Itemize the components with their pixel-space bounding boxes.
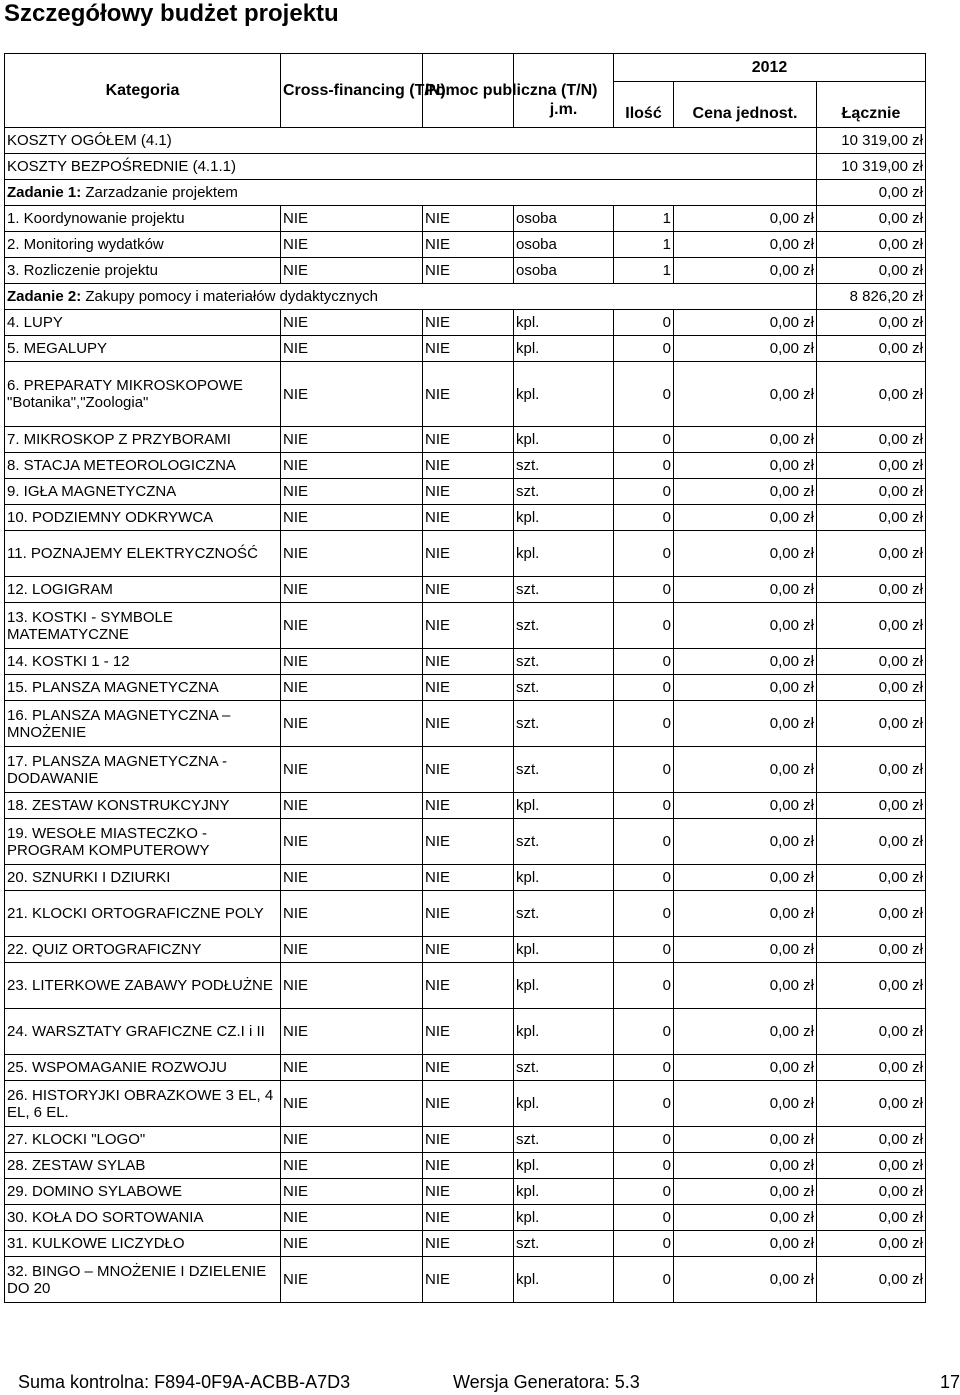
qty-value: 0 <box>614 577 674 603</box>
unit-value: szt. <box>514 819 614 865</box>
unit-price-value: 0,00 zł <box>674 427 817 453</box>
total-value: 0,00 zł <box>817 577 926 603</box>
summary-row-total <box>5 128 926 154</box>
table-row <box>5 793 926 819</box>
table-row <box>5 963 926 1009</box>
cross-financing-value: NIE <box>281 1205 423 1231</box>
public-aid-value: NIE <box>423 1127 514 1153</box>
qty-value: 0 <box>614 1055 674 1081</box>
unit-price-value: 0,00 zł <box>674 577 817 603</box>
item-name: 16. PLANSZA MAGNETYCZNA – MNOŻENIE <box>5 701 281 747</box>
task2-header-row <box>5 284 926 310</box>
page-title: Szczegółowy budżet projektu <box>4 0 339 27</box>
budget-table <box>4 53 926 1303</box>
cross-financing-value: NIE <box>281 362 423 427</box>
unit-value: szt. <box>514 891 614 937</box>
task2-label <box>5 284 817 310</box>
unit-value: kpl. <box>514 937 614 963</box>
public-aid-value: NIE <box>423 891 514 937</box>
qty-value: 0 <box>614 819 674 865</box>
table-row <box>5 505 926 531</box>
total-value: 0,00 zł <box>817 336 926 362</box>
item-name: 8. STACJA METEOROLOGICZNA <box>5 453 281 479</box>
table-row <box>5 649 926 675</box>
unit-value: szt. <box>514 479 614 505</box>
unit-price-value: 0,00 zł <box>674 531 817 577</box>
item-name: 29. DOMINO SYLABOWE <box>5 1179 281 1205</box>
unit-value: szt. <box>514 675 614 701</box>
qty-value: 0 <box>614 1153 674 1179</box>
qty-value: 0 <box>614 963 674 1009</box>
unit-price-value: 0,00 zł <box>674 649 817 675</box>
total-value: 0,00 zł <box>817 937 926 963</box>
item-name: 17. PLANSZA MAGNETYCZNA - DODAWANIE <box>5 747 281 793</box>
footer-generator-version: Wersja Generatora: 5.3 <box>453 1372 640 1392</box>
table-row <box>5 453 926 479</box>
cross-financing-value: NIE <box>281 258 423 284</box>
cross-financing-value: NIE <box>281 206 423 232</box>
table-row <box>5 258 926 284</box>
public-aid-value: NIE <box>423 258 514 284</box>
table-row <box>5 1081 926 1127</box>
public-aid-value: NIE <box>423 1055 514 1081</box>
public-aid-value: NIE <box>423 603 514 649</box>
table-row <box>5 1205 926 1231</box>
qty-value: 0 <box>614 865 674 891</box>
total-value: 0,00 zł <box>817 1153 926 1179</box>
item-name: 2. Monitoring wydatków <box>5 232 281 258</box>
total-value: 0,00 zł <box>817 1179 926 1205</box>
qty-value: 0 <box>614 603 674 649</box>
task1-label-rest: Zarzadzanie projektem <box>81 184 238 201</box>
cross-financing-value: NIE <box>281 453 423 479</box>
cross-financing-value: NIE <box>281 701 423 747</box>
unit-value: kpl. <box>514 1205 614 1231</box>
cross-financing-value: NIE <box>281 649 423 675</box>
cross-financing-value: NIE <box>281 310 423 336</box>
total-value: 0,00 zł <box>817 362 926 427</box>
public-aid-value: NIE <box>423 1179 514 1205</box>
summary-row-direct <box>5 154 926 180</box>
cross-financing-value: NIE <box>281 865 423 891</box>
unit-price-value: 0,00 zł <box>674 336 817 362</box>
total-value: 0,00 zł <box>817 1081 926 1127</box>
unit-value: kpl. <box>514 1009 614 1055</box>
total-value: 0,00 zł <box>817 310 926 336</box>
cross-financing-value: NIE <box>281 793 423 819</box>
table-row <box>5 1127 926 1153</box>
item-name: 1. Koordynowanie projektu <box>5 206 281 232</box>
unit-value: szt. <box>514 1055 614 1081</box>
unit-price-value: 0,00 zł <box>674 1205 817 1231</box>
unit-value: kpl. <box>514 505 614 531</box>
total-value: 0,00 zł <box>817 819 926 865</box>
qty-value: 0 <box>614 362 674 427</box>
unit-value: szt. <box>514 577 614 603</box>
footer-checksum: Suma kontrolna: F894-0F9A-ACBB-A7D3 <box>18 1372 351 1392</box>
qty-value: 1 <box>614 258 674 284</box>
cross-financing-value: NIE <box>281 336 423 362</box>
public-aid-value: NIE <box>423 865 514 891</box>
unit-value: kpl. <box>514 1257 614 1303</box>
task2-total: 8 826,20 zł <box>817 284 926 310</box>
unit-value: kpl. <box>514 362 614 427</box>
unit-price-value: 0,00 zł <box>674 258 817 284</box>
public-aid-value: NIE <box>423 531 514 577</box>
unit-value: szt. <box>514 701 614 747</box>
task2-label-rest: Zakupy pomocy i materiałów dydaktycznych <box>81 288 378 305</box>
task1-header-row <box>5 180 926 206</box>
total-value: 0,00 zł <box>817 232 926 258</box>
header-category: Kategoria <box>5 54 281 128</box>
qty-value: 0 <box>614 505 674 531</box>
public-aid-value: NIE <box>423 1257 514 1303</box>
qty-value: 0 <box>614 453 674 479</box>
unit-price-value: 0,00 zł <box>674 675 817 701</box>
header-row <box>5 54 926 82</box>
table-row <box>5 310 926 336</box>
qty-value: 0 <box>614 1231 674 1257</box>
table-row <box>5 1055 926 1081</box>
cross-financing-value: NIE <box>281 675 423 701</box>
header-year: 2012 <box>614 54 926 82</box>
cross-financing-value: NIE <box>281 603 423 649</box>
item-name: 24. WARSZTATY GRAFICZNE CZ.I i II <box>5 1009 281 1055</box>
total-value: 0,00 zł <box>817 1055 926 1081</box>
unit-price-value: 0,00 zł <box>674 453 817 479</box>
public-aid-value: NIE <box>423 747 514 793</box>
unit-value: kpl. <box>514 336 614 362</box>
public-aid-value: NIE <box>423 1231 514 1257</box>
qty-value: 0 <box>614 649 674 675</box>
public-aid-value: NIE <box>423 336 514 362</box>
total-value: 0,00 zł <box>817 1257 926 1303</box>
task2-label-bold: Zadanie 2: <box>7 288 82 305</box>
cross-financing-value: NIE <box>281 505 423 531</box>
item-name: 15. PLANSZA MAGNETYCZNA <box>5 675 281 701</box>
total-value: 0,00 zł <box>817 747 926 793</box>
total-value: 0,00 zł <box>817 505 926 531</box>
item-name: 9. IGŁA MAGNETYCZNA <box>5 479 281 505</box>
unit-price-value: 0,00 zł <box>674 1257 817 1303</box>
total-value: 0,00 zł <box>817 531 926 577</box>
qty-value: 0 <box>614 891 674 937</box>
direct-costs-value: 10 319,00 zł <box>817 154 926 180</box>
unit-price-value: 0,00 zł <box>674 891 817 937</box>
unit-value: kpl. <box>514 310 614 336</box>
header-unit: j.m. <box>514 54 614 128</box>
unit-price-value: 0,00 zł <box>674 603 817 649</box>
total-value: 0,00 zł <box>817 206 926 232</box>
header-public-aid: Pomoc publiczna (T/N) <box>423 54 514 128</box>
table-row <box>5 747 926 793</box>
item-name: 26. HISTORYJKI OBRAZKOWE 3 EL, 4 EL, 6 EL. <box>5 1081 281 1127</box>
unit-value: kpl. <box>514 531 614 577</box>
total-value: 0,00 zł <box>817 793 926 819</box>
unit-value: szt. <box>514 1231 614 1257</box>
unit-price-value: 0,00 zł <box>674 1127 817 1153</box>
item-name: 20. SZNURKI I DZIURKI <box>5 865 281 891</box>
table-row <box>5 603 926 649</box>
table-row <box>5 577 926 603</box>
public-aid-value: NIE <box>423 1009 514 1055</box>
unit-price-value: 0,00 zł <box>674 479 817 505</box>
cross-financing-value: NIE <box>281 1009 423 1055</box>
total-value: 0,00 zł <box>817 701 926 747</box>
public-aid-value: NIE <box>423 310 514 336</box>
total-value: 0,00 zł <box>817 1127 926 1153</box>
item-name: 28. ZESTAW SYLAB <box>5 1153 281 1179</box>
item-name: 21. KLOCKI ORTOGRAFICZNE POLY <box>5 891 281 937</box>
public-aid-value: NIE <box>423 232 514 258</box>
table-row <box>5 1179 926 1205</box>
qty-value: 0 <box>614 1205 674 1231</box>
unit-value: kpl. <box>514 1081 614 1127</box>
cross-financing-value: NIE <box>281 479 423 505</box>
header-unit-price: Cena jednost. <box>674 82 817 128</box>
table-row <box>5 427 926 453</box>
task1-total: 0,00 zł <box>817 180 926 206</box>
total-value: 0,00 zł <box>817 649 926 675</box>
item-name: 19. WESOŁE MIASTECZKO - PROGRAM KOMPUTEROWY <box>5 819 281 865</box>
table-row <box>5 479 926 505</box>
unit-price-value: 0,00 zł <box>674 793 817 819</box>
costs-total-value: 10 319,00 zł <box>817 128 926 154</box>
total-value: 0,00 zł <box>817 1009 926 1055</box>
header-qty: Ilość <box>614 82 674 128</box>
total-value: 0,00 zł <box>817 675 926 701</box>
total-value: 0,00 zł <box>817 963 926 1009</box>
item-name: 22. QUIZ ORTOGRAFICZNY <box>5 937 281 963</box>
qty-value: 0 <box>614 336 674 362</box>
task1-label <box>5 180 817 206</box>
qty-value: 1 <box>614 232 674 258</box>
item-name: 27. KLOCKI "LOGO" <box>5 1127 281 1153</box>
cross-financing-value: NIE <box>281 1153 423 1179</box>
qty-value: 0 <box>614 1081 674 1127</box>
table-row <box>5 1231 926 1257</box>
qty-value: 0 <box>614 1009 674 1055</box>
public-aid-value: NIE <box>423 819 514 865</box>
unit-value: kpl. <box>514 1153 614 1179</box>
unit-value: kpl. <box>514 1179 614 1205</box>
item-name: 11. POZNAJEMY ELEKTRYCZNOŚĆ <box>5 531 281 577</box>
unit-price-value: 0,00 zł <box>674 747 817 793</box>
unit-price-value: 0,00 zł <box>674 362 817 427</box>
unit-price-value: 0,00 zł <box>674 701 817 747</box>
footer-page-number: 17 <box>939 1372 960 1392</box>
cross-financing-value: NIE <box>281 232 423 258</box>
table-row <box>5 937 926 963</box>
task1-label-bold: Zadanie 1: <box>7 184 82 201</box>
unit-price-value: 0,00 zł <box>674 819 817 865</box>
unit-value: szt. <box>514 1127 614 1153</box>
item-name: 31. KULKOWE LICZYDŁO <box>5 1231 281 1257</box>
unit-value: szt. <box>514 649 614 675</box>
qty-value: 0 <box>614 1127 674 1153</box>
unit-value: szt. <box>514 453 614 479</box>
cross-financing-value: NIE <box>281 963 423 1009</box>
cross-financing-value: NIE <box>281 1081 423 1127</box>
cross-financing-value: NIE <box>281 1179 423 1205</box>
unit-value: kpl. <box>514 865 614 891</box>
unit-value: kpl. <box>514 793 614 819</box>
qty-value: 0 <box>614 701 674 747</box>
unit-price-value: 0,00 zł <box>674 1009 817 1055</box>
table-row <box>5 336 926 362</box>
unit-price-value: 0,00 zł <box>674 963 817 1009</box>
qty-value: 0 <box>614 793 674 819</box>
total-value: 0,00 zł <box>817 865 926 891</box>
cross-financing-value: NIE <box>281 819 423 865</box>
unit-value: szt. <box>514 603 614 649</box>
cross-financing-value: NIE <box>281 1127 423 1153</box>
item-name: 18. ZESTAW KONSTRUKCYJNY <box>5 793 281 819</box>
public-aid-value: NIE <box>423 1205 514 1231</box>
qty-value: 0 <box>614 479 674 505</box>
table-row <box>5 232 926 258</box>
item-name: 12. LOGIGRAM <box>5 577 281 603</box>
table-row <box>5 362 926 427</box>
public-aid-value: NIE <box>423 206 514 232</box>
unit-value: osoba <box>514 258 614 284</box>
item-name: 3. Rozliczenie projektu <box>5 258 281 284</box>
table-row <box>5 701 926 747</box>
total-value: 0,00 zł <box>817 1205 926 1231</box>
qty-value: 0 <box>614 310 674 336</box>
unit-price-value: 0,00 zł <box>674 1055 817 1081</box>
public-aid-value: NIE <box>423 479 514 505</box>
public-aid-value: NIE <box>423 505 514 531</box>
unit-price-value: 0,00 zł <box>674 232 817 258</box>
table-row <box>5 1009 926 1055</box>
unit-value: osoba <box>514 232 614 258</box>
public-aid-value: NIE <box>423 701 514 747</box>
table-row <box>5 675 926 701</box>
qty-value: 0 <box>614 427 674 453</box>
unit-value: kpl. <box>514 963 614 1009</box>
qty-value: 0 <box>614 1257 674 1303</box>
table-row <box>5 531 926 577</box>
table-row <box>5 819 926 865</box>
unit-price-value: 0,00 zł <box>674 206 817 232</box>
qty-value: 1 <box>614 206 674 232</box>
public-aid-value: NIE <box>423 577 514 603</box>
cross-financing-value: NIE <box>281 531 423 577</box>
item-name: 14. KOSTKI 1 - 12 <box>5 649 281 675</box>
item-name: 13. KOSTKI - SYMBOLE MATEMATYCZNE <box>5 603 281 649</box>
qty-value: 0 <box>614 1179 674 1205</box>
public-aid-value: NIE <box>423 675 514 701</box>
table-row <box>5 1153 926 1179</box>
total-value: 0,00 zł <box>817 603 926 649</box>
public-aid-value: NIE <box>423 963 514 1009</box>
cross-financing-value: NIE <box>281 747 423 793</box>
cross-financing-value: NIE <box>281 891 423 937</box>
item-name: 4. LUPY <box>5 310 281 336</box>
cross-financing-value: NIE <box>281 1257 423 1303</box>
table-row <box>5 1257 926 1303</box>
direct-costs-label: KOSZTY BEZPOŚREDNIE (4.1.1) <box>5 154 817 180</box>
cross-financing-value: NIE <box>281 1055 423 1081</box>
cross-financing-value: NIE <box>281 427 423 453</box>
item-name: 6. PREPARATY MIKROSKOPOWE "Botanika","Zoologia" <box>5 362 281 427</box>
item-name: 23. LITERKOWE ZABAWY PODŁUŻNE <box>5 963 281 1009</box>
qty-value: 0 <box>614 747 674 793</box>
unit-price-value: 0,00 zł <box>674 1081 817 1127</box>
total-value: 0,00 zł <box>817 427 926 453</box>
budget-table-body <box>5 54 926 1303</box>
unit-value: szt. <box>514 747 614 793</box>
unit-price-value: 0,00 zł <box>674 1179 817 1205</box>
item-name: 7. MIKROSKOP Z PRZYBORAMI <box>5 427 281 453</box>
public-aid-value: NIE <box>423 427 514 453</box>
item-name: 30. KOŁA DO SORTOWANIA <box>5 1205 281 1231</box>
total-value: 0,00 zł <box>817 1231 926 1257</box>
unit-price-value: 0,00 zł <box>674 1153 817 1179</box>
item-name: 5. MEGALUPY <box>5 336 281 362</box>
total-value: 0,00 zł <box>817 479 926 505</box>
total-value: 0,00 zł <box>817 891 926 937</box>
qty-value: 0 <box>614 675 674 701</box>
header-total: Łącznie <box>817 82 926 128</box>
item-name: 10. PODZIEMNY ODKRYWCA <box>5 505 281 531</box>
table-row <box>5 206 926 232</box>
unit-price-value: 0,00 zł <box>674 310 817 336</box>
table-row <box>5 865 926 891</box>
table-row <box>5 891 926 937</box>
public-aid-value: NIE <box>423 362 514 427</box>
unit-price-value: 0,00 zł <box>674 505 817 531</box>
public-aid-value: NIE <box>423 453 514 479</box>
public-aid-value: NIE <box>423 1081 514 1127</box>
unit-price-value: 0,00 zł <box>674 937 817 963</box>
unit-price-value: 0,00 zł <box>674 865 817 891</box>
public-aid-value: NIE <box>423 793 514 819</box>
costs-total-label: KOSZTY OGÓŁEM (4.1) <box>5 128 817 154</box>
unit-price-value: 0,00 zł <box>674 1231 817 1257</box>
item-name: 32. BINGO – MNOŻENIE I DZIELENIE DO 20 <box>5 1257 281 1303</box>
public-aid-value: NIE <box>423 1153 514 1179</box>
qty-value: 0 <box>614 531 674 577</box>
total-value: 0,00 zł <box>817 258 926 284</box>
item-name: 25. WSPOMAGANIE ROZWOJU <box>5 1055 281 1081</box>
header-cross-financing: Cross-financing (T/N) <box>281 54 423 128</box>
public-aid-value: NIE <box>423 649 514 675</box>
public-aid-value: NIE <box>423 937 514 963</box>
cross-financing-value: NIE <box>281 577 423 603</box>
cross-financing-value: NIE <box>281 937 423 963</box>
qty-value: 0 <box>614 937 674 963</box>
cross-financing-value: NIE <box>281 1231 423 1257</box>
unit-value: osoba <box>514 206 614 232</box>
total-value: 0,00 zł <box>817 453 926 479</box>
unit-value: kpl. <box>514 427 614 453</box>
